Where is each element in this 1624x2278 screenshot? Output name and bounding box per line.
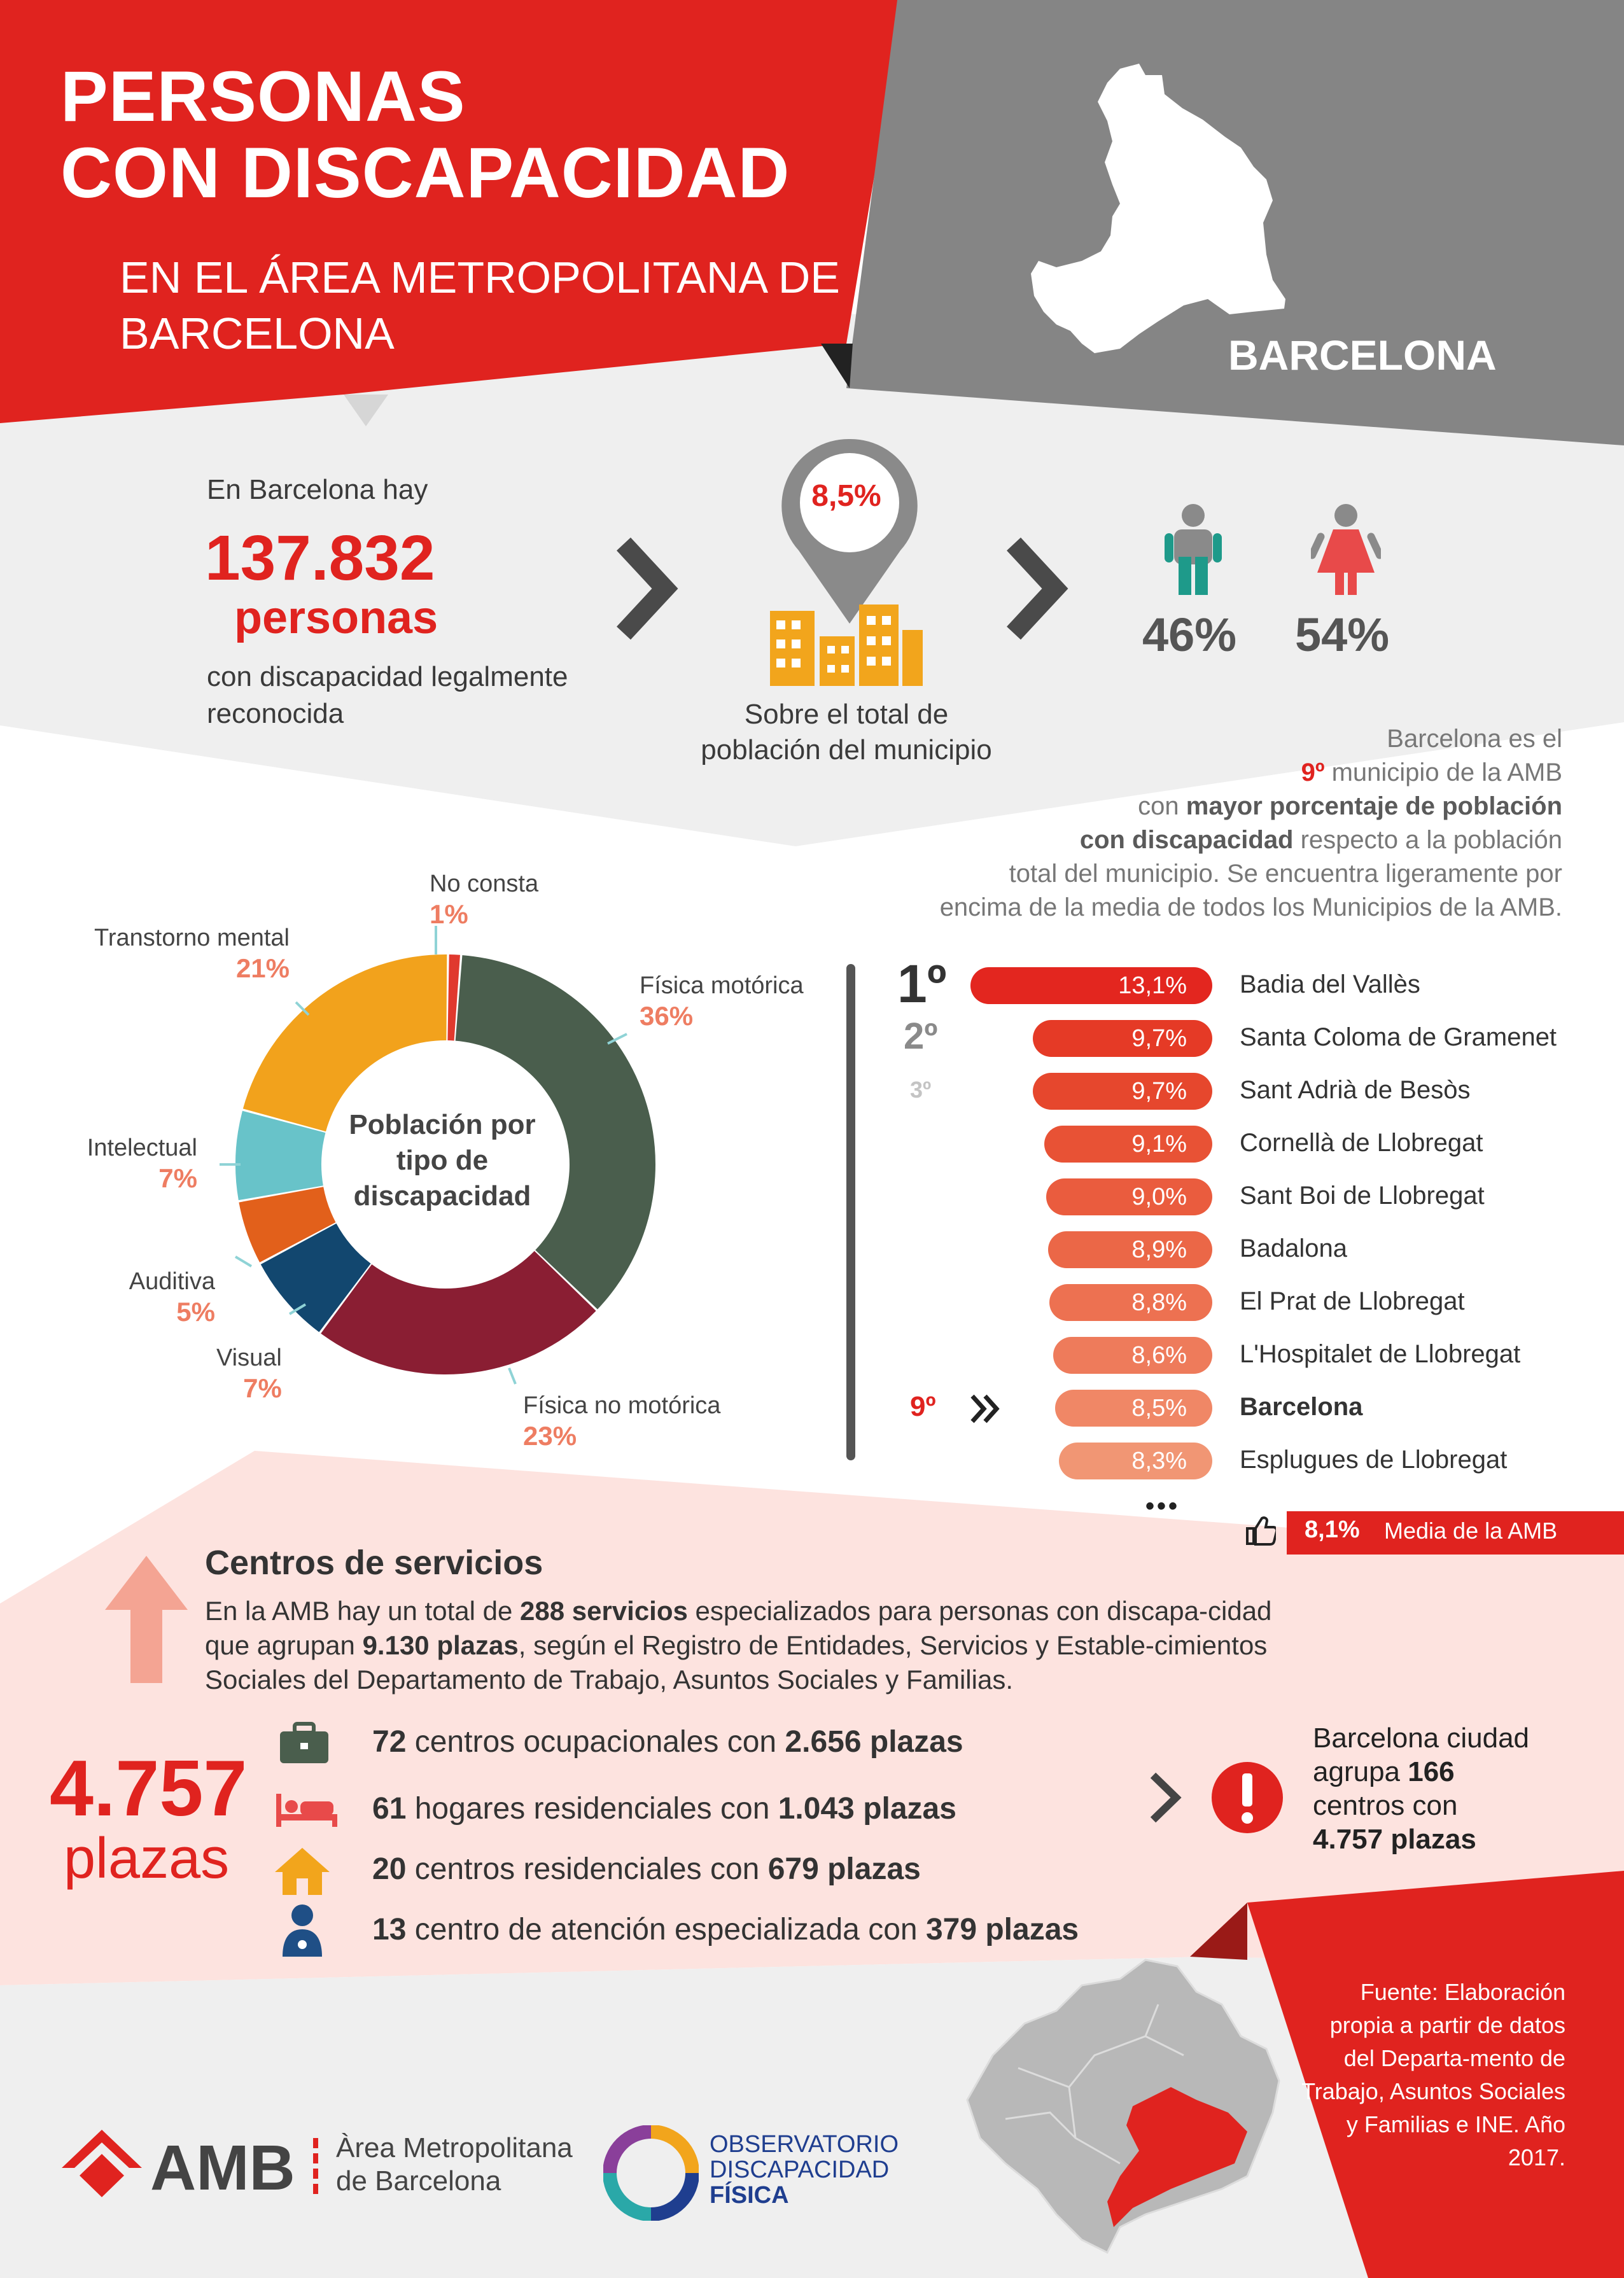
ranking-ellipsis: ••• bbox=[1145, 1492, 1180, 1520]
observatorio-logo-text bbox=[710, 2132, 899, 2208]
obs-line3: FÍSICA bbox=[710, 2182, 789, 2209]
chevron-right-icon bbox=[1145, 1769, 1184, 1826]
house-icon bbox=[274, 1845, 331, 1896]
ranking-municipality: El Prat de Llobregat bbox=[1240, 1287, 1465, 1315]
ranking-bar: 8,3% bbox=[1059, 1443, 1212, 1479]
stat-count-unit: personas bbox=[234, 592, 438, 643]
ranking-municipality: Badalona bbox=[1240, 1234, 1348, 1262]
centros-p2: especializados para personas con discapa-cidad que agrupan bbox=[205, 1596, 1272, 1660]
ranking-bar: 8,9% bbox=[1048, 1231, 1212, 1268]
donut-label-visual bbox=[216, 1343, 282, 1404]
donut-center-label: Población por tipo de discapacidad bbox=[349, 1109, 536, 1212]
ranking-bar: 9,0% bbox=[1046, 1178, 1212, 1215]
service-count: 20 bbox=[372, 1852, 407, 1886]
service-item bbox=[372, 1724, 963, 1759]
donut-label-fisica-motorica bbox=[640, 970, 804, 1031]
stat-intro: En Barcelona hay bbox=[207, 474, 428, 505]
info-line5: total del municipio. Se encuentra ligeramente por bbox=[1009, 860, 1562, 888]
info-rank: 9º bbox=[1301, 758, 1325, 786]
slice-value: 23% bbox=[523, 1421, 577, 1451]
service-text: centros residenciales con bbox=[406, 1852, 768, 1886]
centros-p1: En la AMB hay un total de bbox=[205, 1596, 520, 1626]
ranking-bar: 9,7% bbox=[1033, 1020, 1212, 1057]
info-line6: encima de la media de todos los Municipios de la AMB. bbox=[939, 893, 1562, 921]
donut-label-no-consta bbox=[430, 869, 538, 930]
service-item bbox=[372, 1791, 956, 1826]
service-plazas: 379 plazas bbox=[925, 1913, 1079, 1946]
amb-divider bbox=[312, 2138, 319, 2195]
donut-label-auditiva bbox=[120, 1266, 215, 1327]
ranking-bar: 8,8% bbox=[1049, 1284, 1212, 1321]
thumbs-up-icon bbox=[1244, 1514, 1276, 1546]
ranking-position: 9º bbox=[910, 1391, 936, 1422]
double-chevron-icon bbox=[967, 1390, 1005, 1428]
page-title-line1: PERSONAS bbox=[60, 57, 466, 136]
slice-value: 5% bbox=[176, 1297, 215, 1327]
stat-count-desc: con discapacidad legalmente reconocida bbox=[207, 661, 568, 729]
ranking-municipality: Santa Coloma de Gramenet bbox=[1240, 1023, 1557, 1051]
info-line3a: con bbox=[1138, 792, 1186, 820]
slice-label: Intelectual bbox=[87, 1135, 197, 1161]
ranking-bar: 8,5% bbox=[1055, 1390, 1212, 1427]
average-label: Media de la AMB bbox=[1384, 1518, 1558, 1544]
male-pct: 46% bbox=[1142, 608, 1237, 661]
donut-label-fisica-no-motorica bbox=[523, 1390, 720, 1451]
slice-value: 36% bbox=[640, 1001, 694, 1031]
observatorio-logo-icon bbox=[603, 2125, 699, 2221]
source-note: Fuente: Elaboración propia a partir de datos del Departa-mento de Trabajo, Asuntos Sociales y Familias e INE. Año 2017. bbox=[1301, 1979, 1565, 2170]
info-line3b: mayor porcentaje de población bbox=[1186, 792, 1562, 820]
alert-icon bbox=[1209, 1759, 1285, 1836]
page-title-line2: CON DISCAPACIDAD bbox=[60, 133, 790, 213]
bed-icon bbox=[275, 1791, 339, 1829]
bcn-line4: 4.757 plazas bbox=[1313, 1824, 1476, 1855]
slice-value: 7% bbox=[243, 1373, 282, 1403]
obs-line1: OBSERVATORIO bbox=[710, 2131, 899, 2158]
briefcase-icon bbox=[279, 1721, 330, 1766]
slice-value: 7% bbox=[158, 1163, 197, 1193]
ranking-municipality: Badia del Vallès bbox=[1240, 970, 1420, 998]
ranking-municipality: Cornellà de Llobregat bbox=[1240, 1129, 1483, 1157]
slice-label: Física no motórica bbox=[523, 1392, 721, 1419]
amb-subtitle bbox=[336, 2132, 573, 2198]
total-plazas-label: plazas bbox=[64, 1827, 230, 1890]
centros-paragraph bbox=[205, 1594, 1299, 1697]
bcn-line3: centros con bbox=[1313, 1790, 1458, 1821]
ranking-bar: 8,6% bbox=[1053, 1337, 1212, 1374]
slice-value: 1% bbox=[430, 899, 468, 929]
barcelona-centros-note bbox=[1313, 1721, 1529, 1856]
slice-value: 21% bbox=[235, 953, 290, 983]
arrow-up-icon bbox=[102, 1553, 191, 1686]
ranking-position: 1º bbox=[897, 954, 947, 1014]
amb-sub-line1: Àrea Metropolitana bbox=[336, 2132, 573, 2163]
amb-logo-icon bbox=[60, 2128, 143, 2198]
service-plazas: 2.656 plazas bbox=[785, 1725, 963, 1759]
centros-p3: , según el Registro de Entidades, Servicios y Estable-cimientos Sociales del Departamento de Trabajo, Asuntos Sociales y Familias. bbox=[205, 1630, 1268, 1695]
ranking-municipality: Barcelona bbox=[1240, 1393, 1363, 1421]
obs-line2: DISCAPACIDAD bbox=[710, 2156, 890, 2183]
slice-label: No consta bbox=[430, 870, 539, 897]
slice-label: Visual bbox=[216, 1345, 282, 1371]
bcn-line1: Barcelona ciudad bbox=[1313, 1722, 1530, 1754]
info-line2: municipio de la AMB bbox=[1324, 758, 1562, 786]
info-line4b: con discapacidad bbox=[1079, 826, 1294, 854]
centros-p1b: 288 servicios bbox=[519, 1596, 688, 1626]
total-plazas-number: 4.757 bbox=[50, 1745, 248, 1833]
ranking-municipality: Sant Adrià de Besòs bbox=[1240, 1076, 1471, 1104]
centros-p2b: 9.130 plazas bbox=[362, 1630, 519, 1660]
city-label: BARCELONA bbox=[1228, 332, 1497, 379]
average-value: 8,1% bbox=[1305, 1516, 1360, 1543]
info-line4c: respecto a la población bbox=[1293, 826, 1562, 854]
service-text: hogares residenciales con bbox=[406, 1792, 778, 1826]
page-subtitle: EN EL ÁREA METROPOLITANA DE BARCELONA bbox=[120, 253, 840, 358]
donut-label-intelectual bbox=[70, 1133, 197, 1194]
buildings-icon bbox=[770, 604, 923, 687]
stat-count: 137.832 bbox=[205, 522, 435, 594]
bcn-line2b: 166 bbox=[1408, 1756, 1455, 1787]
stat-pct: 8,5% bbox=[811, 479, 881, 513]
amb-logo-text: AMB bbox=[150, 2132, 295, 2204]
service-count: 72 bbox=[372, 1725, 407, 1759]
ranking-info-text bbox=[795, 722, 1562, 925]
ranking-bar: 9,7% bbox=[1033, 1073, 1212, 1110]
service-count: 13 bbox=[372, 1913, 407, 1946]
donut-label-transtorno-mental bbox=[73, 923, 290, 984]
bcn-line2a: agrupa bbox=[1313, 1756, 1408, 1787]
amb-sub-line2: de Barcelona bbox=[336, 2165, 501, 2197]
service-plazas: 679 plazas bbox=[767, 1852, 921, 1886]
male-icon bbox=[1165, 503, 1222, 598]
service-item bbox=[372, 1852, 921, 1887]
chevron-right-icon bbox=[608, 531, 684, 646]
slice-label: Física motórica bbox=[640, 972, 804, 999]
slice-label: Transtorno mental bbox=[94, 925, 290, 951]
ranking-bar: 9,1% bbox=[1044, 1126, 1212, 1163]
ranking-municipality: L'Hospitalet de Llobregat bbox=[1240, 1340, 1521, 1368]
ranking-position: 3º bbox=[910, 1077, 932, 1103]
service-item bbox=[372, 1912, 1079, 1947]
doctor-icon bbox=[280, 1903, 325, 1960]
ranking-position: 2º bbox=[904, 1016, 938, 1057]
service-text: centros ocupacionales con bbox=[406, 1725, 785, 1759]
service-text: centro de atención especializada con bbox=[406, 1913, 926, 1946]
info-line1: Barcelona es el bbox=[1387, 725, 1562, 753]
female-icon bbox=[1311, 503, 1381, 598]
ranking-bar: 13,1% bbox=[970, 967, 1212, 1004]
service-count: 61 bbox=[372, 1792, 407, 1826]
ranking-municipality: Esplugues de Llobregat bbox=[1240, 1446, 1508, 1474]
slice-label: Auditiva bbox=[129, 1268, 215, 1295]
female-pct: 54% bbox=[1295, 608, 1390, 661]
centros-heading: Centros de servicios bbox=[205, 1544, 543, 1582]
ranking-municipality: Sant Boi de Llobregat bbox=[1240, 1182, 1485, 1210]
stat-pct-desc: Sobre el total de población del municipio bbox=[701, 699, 992, 765]
chevron-right-icon bbox=[998, 531, 1074, 646]
service-plazas: 1.043 plazas bbox=[778, 1792, 956, 1826]
